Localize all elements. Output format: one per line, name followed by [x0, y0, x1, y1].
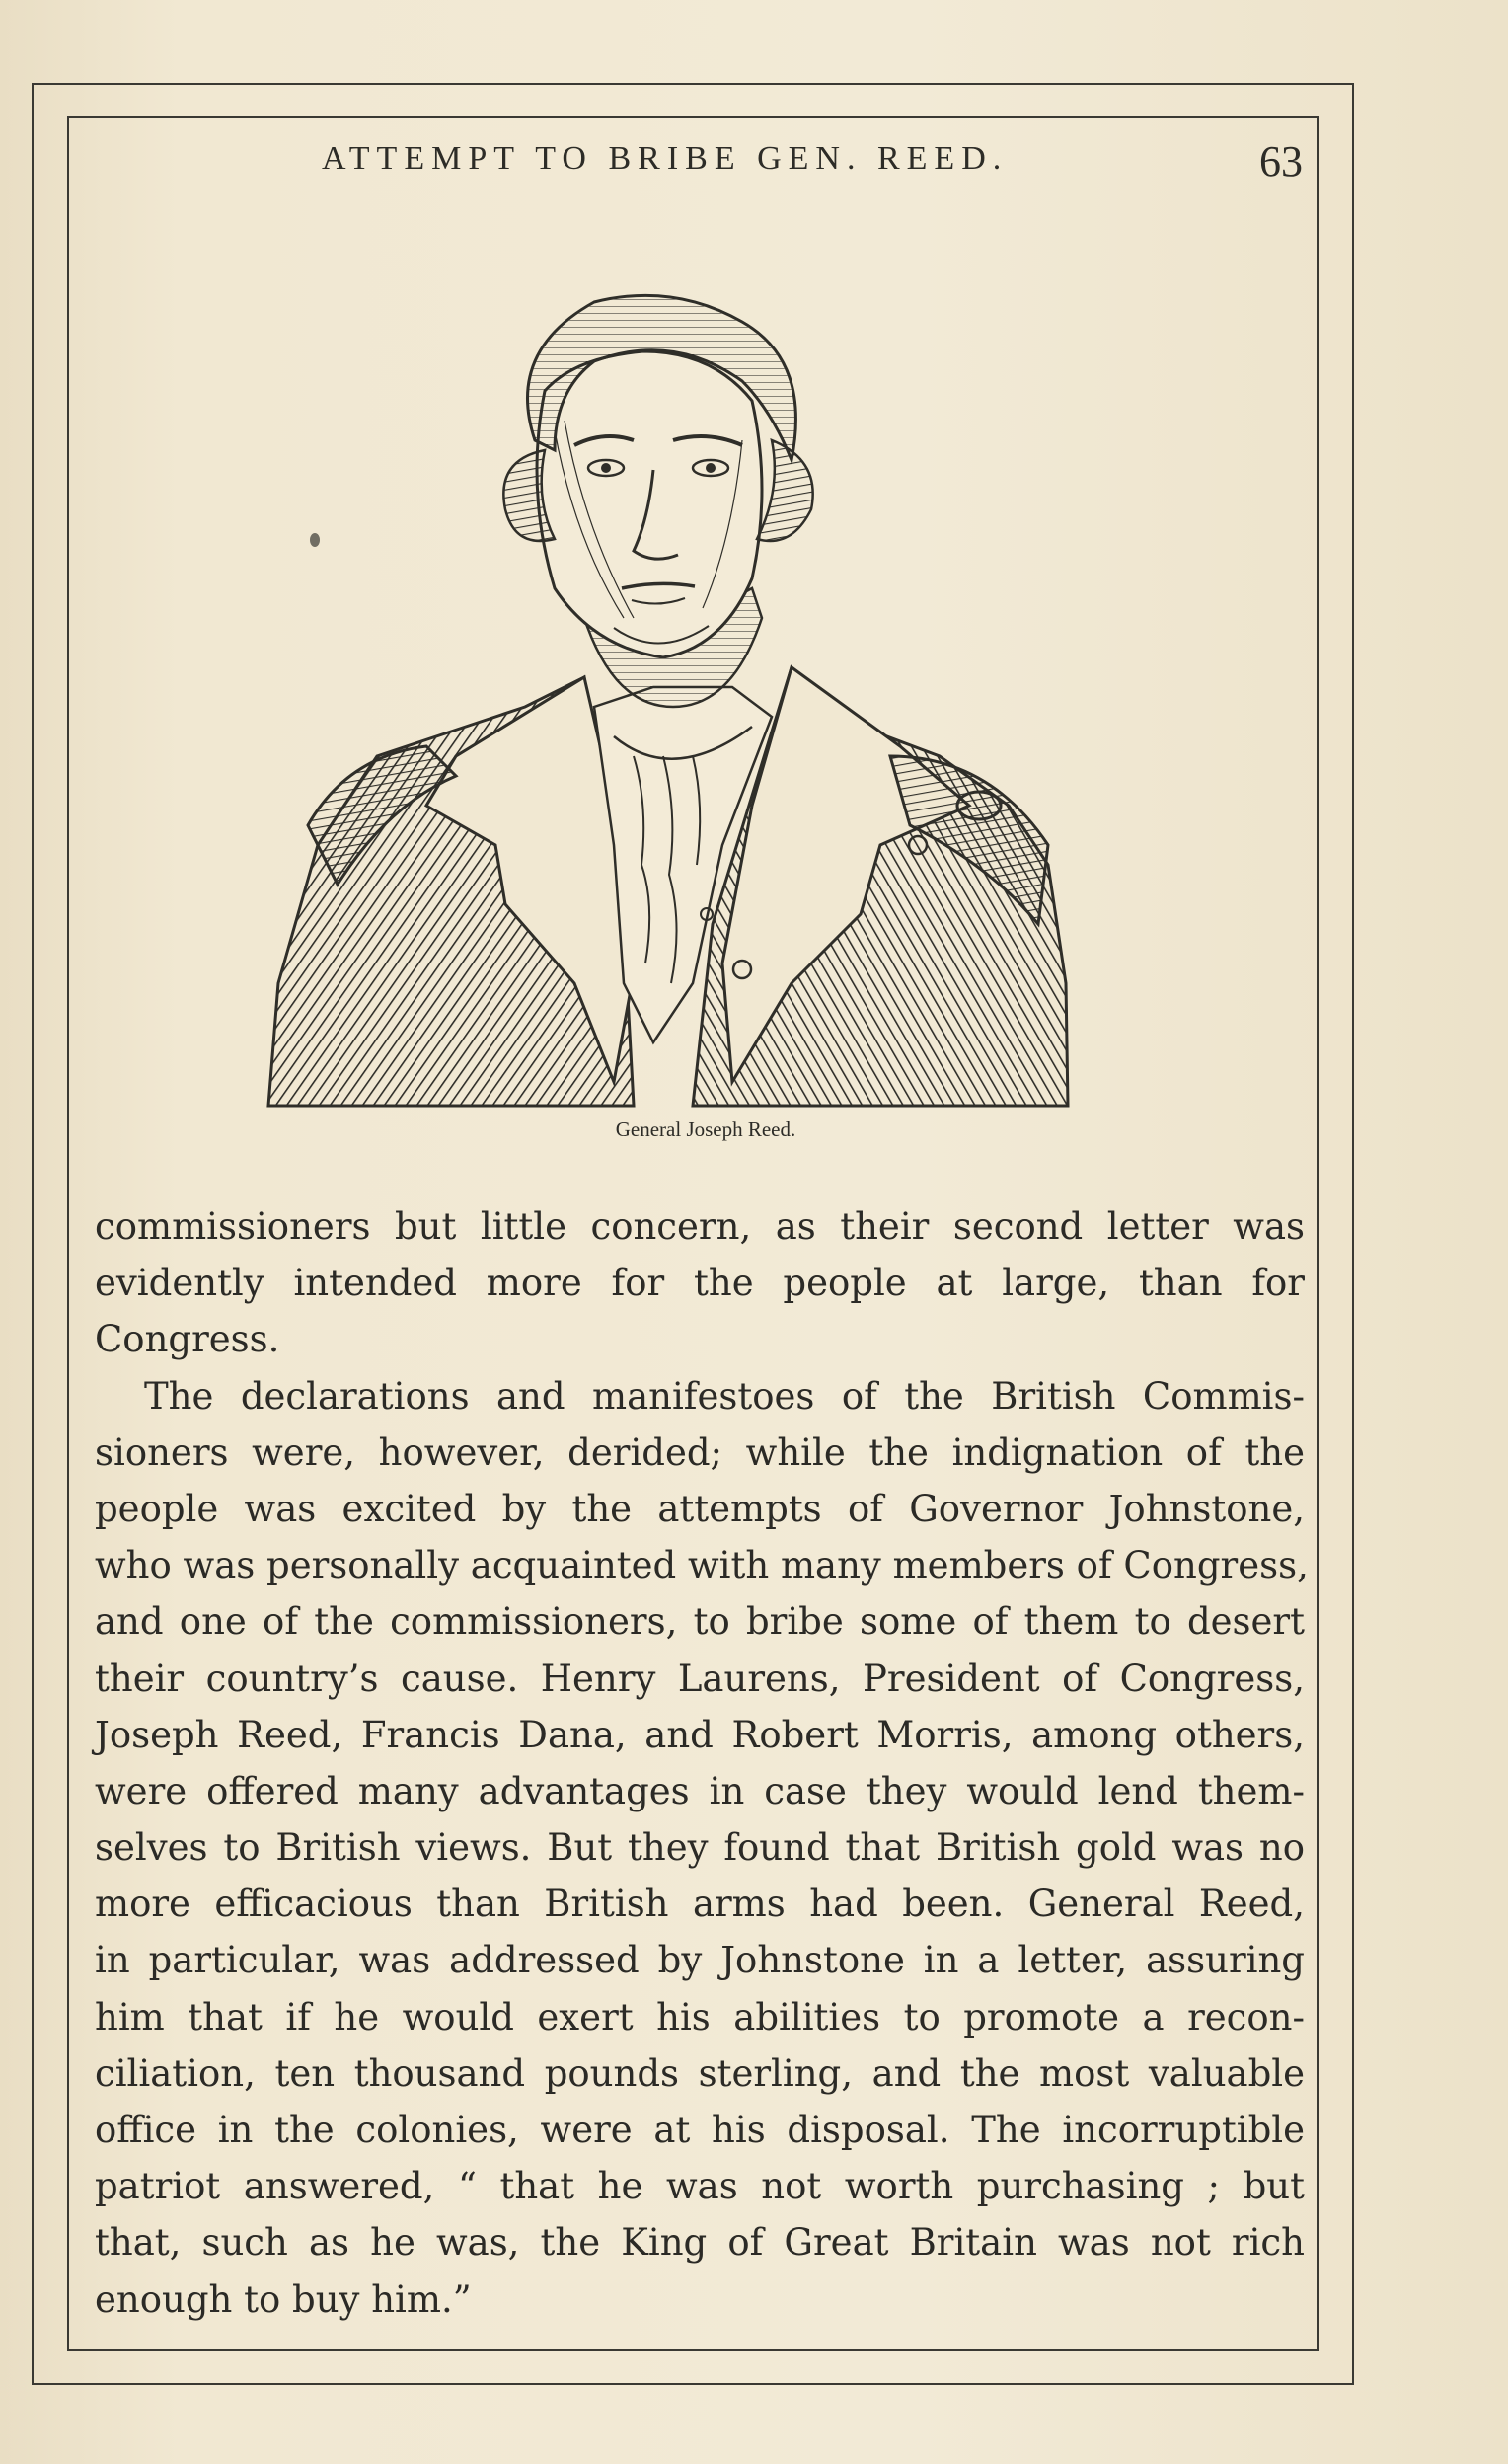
text-line: Joseph Reed, Francis Dana, and Robert Morris, among others, — [95, 1713, 1305, 1756]
text-line: that, such as he was, the King of Great Britain was not rich — [95, 2221, 1305, 2265]
text-line: ciliation, ten thousand pounds sterling, and the most valuable — [95, 2051, 1305, 2095]
portrait-engraving — [259, 292, 1078, 1112]
figure-caption: General Joseph Reed. — [615, 1117, 796, 1141]
text-line: sioners were, however, derided; while the indignation of the — [95, 1430, 1305, 1474]
text-line: people was excited by the attempts of Governor Johnstone, — [95, 1487, 1305, 1530]
text-line: him that if he would exert his abilities to promote a recon- — [95, 1995, 1305, 2039]
text-line: The declarations and manifestoes of the British Commis- — [144, 1374, 1305, 1418]
body-text — [95, 1198, 1309, 2328]
text-line: and one of the commissioners, to bribe some of them to desert — [95, 1600, 1305, 1644]
text-line: office in the colonies, were at his disposal. The incorruptible — [95, 2109, 1305, 2151]
text-line: Congress. — [95, 1318, 280, 1361]
text-line: patriot answered, “ that he was not worth purchasing ; but — [95, 2165, 1305, 2208]
text-line: enough to buy him.” — [95, 2277, 472, 2321]
text-line: who was personally acquainted with many members of Congress, — [95, 1544, 1309, 1587]
text-line: their country’s cause. Henry Laurens, President of Congress, — [95, 1656, 1305, 1700]
text-line: in particular, was addressed by Johnstone in a letter, assuring — [95, 1939, 1305, 1982]
running-head — [138, 136, 1303, 195]
text-line: commissioners but little concern, as their second letter was — [95, 1205, 1305, 1248]
page-number: 63 — [1259, 137, 1303, 186]
text-line: were offered many advantages in case they would lend them- — [95, 1769, 1305, 1812]
text-line: evidently intended more for the people at large, than for — [95, 1262, 1305, 1305]
text-line: more efficacious than British arms had been. General Reed, — [95, 1883, 1305, 1926]
running-title: ATTEMPT TO BRIBE GEN. REED. — [322, 140, 1009, 177]
text-line: selves to British views. But they found that British gold was no — [95, 1826, 1305, 1870]
